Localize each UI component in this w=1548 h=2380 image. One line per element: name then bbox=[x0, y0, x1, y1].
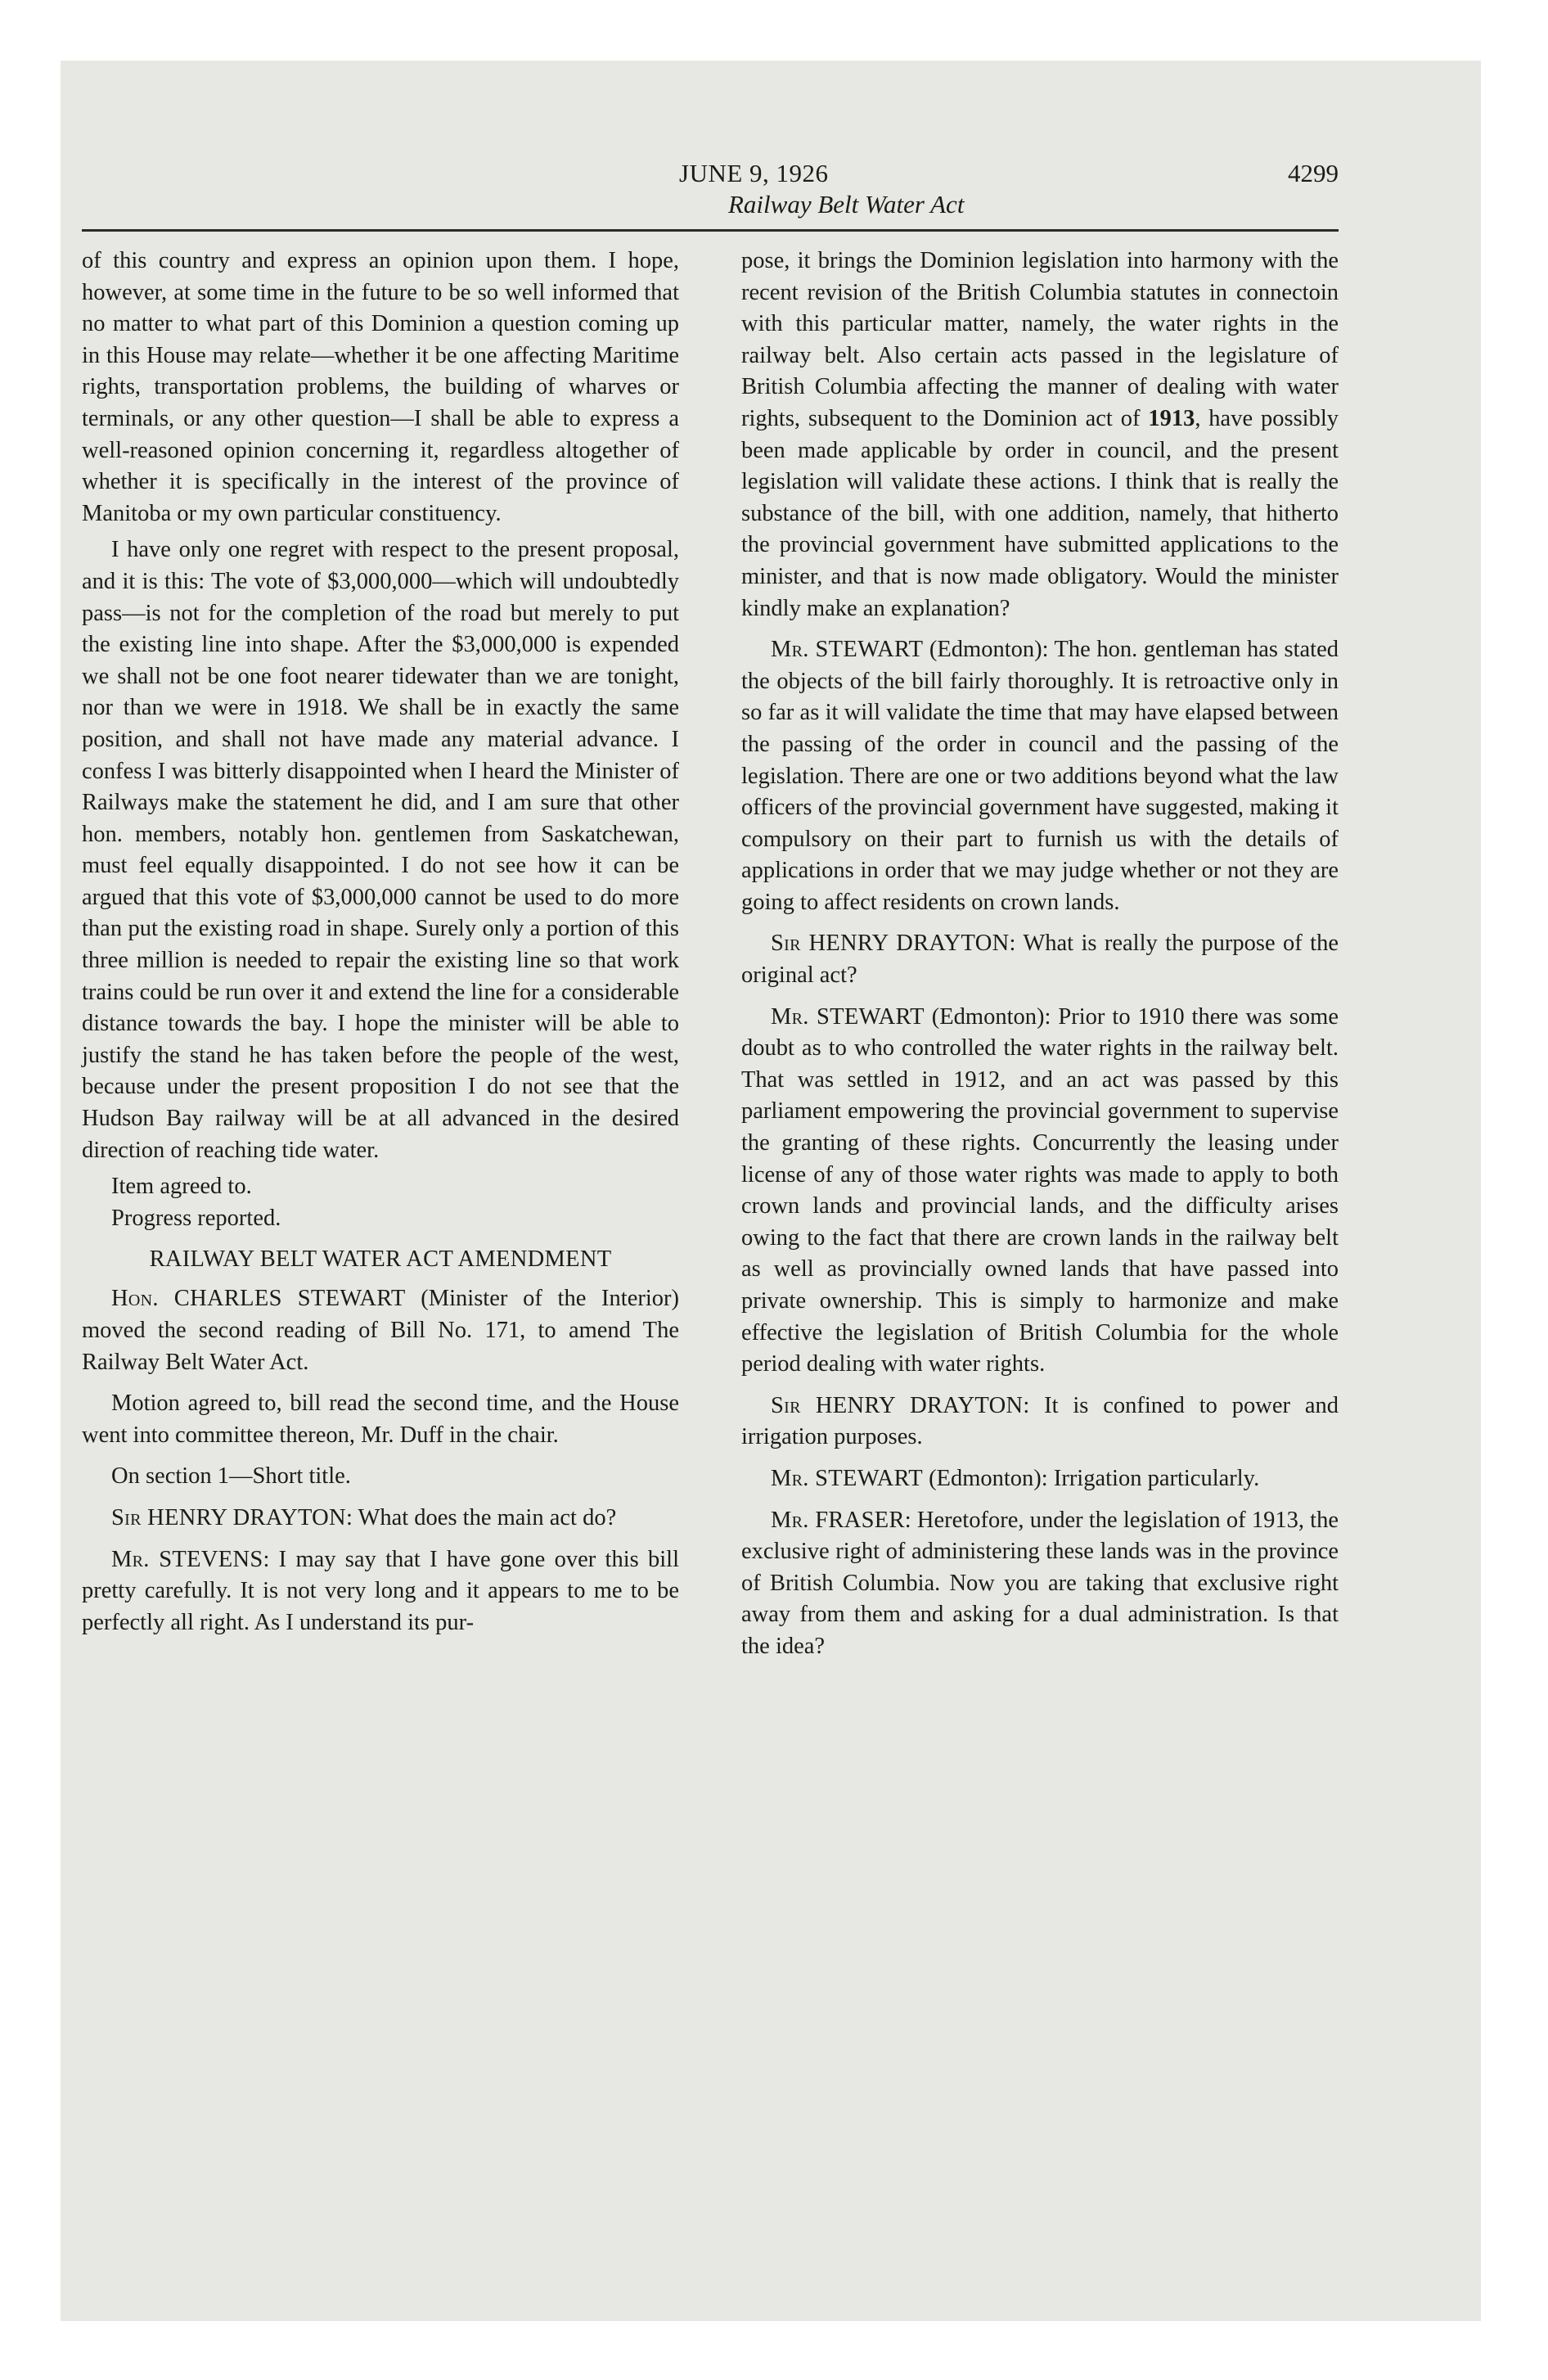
paragraph bbox=[82, 1544, 679, 1639]
speaker-name: Mr. STEVENS bbox=[111, 1546, 263, 1572]
speaker-name: Mr. FRASER bbox=[771, 1507, 905, 1533]
speech-text: , have possibly been made applicable by order in council, and the present legislation will validate these actions. I think that is really the substance of the bill, with one addition, namely, that hitherto the provincial government have submitted applications to the minister, and that is now made obligatory. Would the minister kindly make an explanation? bbox=[741, 405, 1339, 621]
paragraph: Item agreed to. bbox=[111, 1174, 252, 1200]
page-header bbox=[82, 98, 1339, 221]
paragraph bbox=[741, 928, 1339, 991]
speech-text: : What does the main act do? bbox=[345, 1504, 617, 1530]
speaker-name: Mr. STEWART bbox=[771, 1465, 923, 1491]
speech-text: : What is really the purpose of the original act? bbox=[741, 931, 1339, 989]
speech-text: (Edmonton): Irrigation particularly. bbox=[922, 1465, 1260, 1491]
paragraph bbox=[82, 1503, 679, 1535]
speaker-name: Mr. STEWART bbox=[771, 637, 924, 663]
header-date: JUNE 9, 1926 bbox=[679, 159, 829, 187]
left-column bbox=[82, 246, 679, 1668]
section-heading: RAILWAY BELT WATER ACT AMENDMENT bbox=[149, 1246, 612, 1273]
speech-text: : Heretofore, under the legislation of 1913, the exclusive right of administering these lands was in the province of British Columbia. Now you are taking that exclusive right away from them and asking for a dual administration. Is that the idea? bbox=[741, 1507, 1339, 1659]
speaker-name: Mr. STEWART bbox=[771, 1003, 925, 1030]
paragraph bbox=[741, 634, 1339, 918]
paragraph bbox=[741, 1002, 1339, 1381]
paragraph bbox=[741, 1505, 1339, 1663]
paragraph: On section 1—Short title. bbox=[111, 1463, 351, 1490]
speech-text: : It is confined to power and irrigation purposes. bbox=[741, 1392, 1339, 1450]
running-title: Railway Belt Water Act bbox=[728, 190, 965, 219]
speaker-name: Sir HENRY DRAYTON bbox=[771, 1392, 1024, 1418]
right-column bbox=[741, 246, 1339, 1668]
speech-text: (Edmonton): The hon. gentleman has stated the objects of the bill fairly thoroughly. It is retroactive only in so far as it will validate the time that may have elapsed between the passing of the order in council and the passing of the legislation. There are one or two additions beyond what the law officers of the provincial government have suggested, making it compulsory on their part to furnish us with the details of applications in order that we may judge whether or not they are going to affect residents on crown lands. bbox=[741, 637, 1339, 915]
speech-text: pose, it brings the Dominion legislation into harmony with the recent revision of the British Columbia statutes in connectoin with this particular matter, namely, the water rights in the railway belt. Also certain acts passed in the legislature of British Columbia affecting the manner of dealing with water rights, subsequent to the Dominion act of bbox=[741, 248, 1339, 431]
paragraph: I have only one regret with respect to the present proposal, and it is this: The vote of $3,000,000—which will undoubtedly pass—is not for the completion of the road but merely to put the existing line into shape. After the $3,000,000 is expended we shall not be one foot nearer tidewater than we are tonight, nor than we were in 1918. We shall be in exactly the same position, and shall not have made any material advance. I confess I was bitterly disappointed when I heard the Minister of Railways make the statement he did, and I am sure that other hon. members, notably hon. gentlemen from Saskatchewan, must feel equally disappointed. I do not see how it can be argued that this vote of $3,000,000 cannot be used to do more than put the existing road in shape. Surely only a portion of this three million is needed to repair the existing line so that work trains could be run over it and extend the line for a considerable distance towards the bay. I hope the minister will be able to justify the stand he has taken before the people of the west, because under the present proposition I do not see that the Hudson Bay railway will be at all advanced in the desired direction of reaching tide water. bbox=[82, 537, 679, 1163]
paragraph: Progress reported. bbox=[111, 1205, 281, 1231]
paragraph: Motion agreed to, bill read the second time, and the House went into committee thereon, Mr. Duff in the chair. bbox=[82, 1391, 679, 1448]
speaker-name: Hon. CHARLES STEWART bbox=[111, 1286, 406, 1312]
speech-text: (Minister of the Interior) moved the second reading of Bill No. 171, to amend The Railway Belt Water Act. bbox=[82, 1286, 679, 1375]
bold-year: 1913 bbox=[1148, 405, 1195, 431]
text-columns bbox=[82, 246, 1339, 1668]
paragraph bbox=[741, 1391, 1339, 1454]
hansard-page bbox=[82, 98, 1339, 1659]
speech-text: (Edmonton): Prior to 1910 there was some doubt as to who controlled the water rights in the railway belt. That was settled in 1912, and an act was passed by this parliament empowering the provincial government to supervise the granting of these rights. Concurrently the leasing under license of any of those water rights was made to apply to both crown lands and provincial lands, and the difficulty arises owing to the fact that there are crown lands in the railway belt as well as provincially owned lands that have passed into private ownership. This is simply to harmonize and make effective the legislation of British Columbia for the whole period dealing with water rights. bbox=[741, 1003, 1339, 1377]
paragraph: of this country and express an opinion upon them. I hope, however, at some time in the future to be so well informed that no matter to what part of this Dominion a question coming up in this House may relate—whether it be one affecting Maritime rights, transportation problems, the building of wharves or terminals, or any other question—I shall be able to express a well-reasoned opinion concerning it, regardless altogether of whether it is specifically in the interest of the province of Manitoba or my own particular constituency. bbox=[82, 248, 679, 526]
header-rule bbox=[82, 229, 1339, 232]
speaker-name: Sir HENRY DRAYTON bbox=[771, 931, 1010, 957]
speech-text: : I may say that I have gone over this bill pretty carefully. It is not very long and it appears to me to be perfectly all right. As I understand its pur- bbox=[82, 1546, 679, 1635]
paragraph bbox=[741, 1463, 1339, 1495]
speaker-name: Sir HENRY DRAYTON bbox=[111, 1504, 346, 1530]
paragraph bbox=[82, 1283, 679, 1378]
page-number: 4299 bbox=[1288, 159, 1339, 187]
paragraph bbox=[741, 246, 1339, 624]
